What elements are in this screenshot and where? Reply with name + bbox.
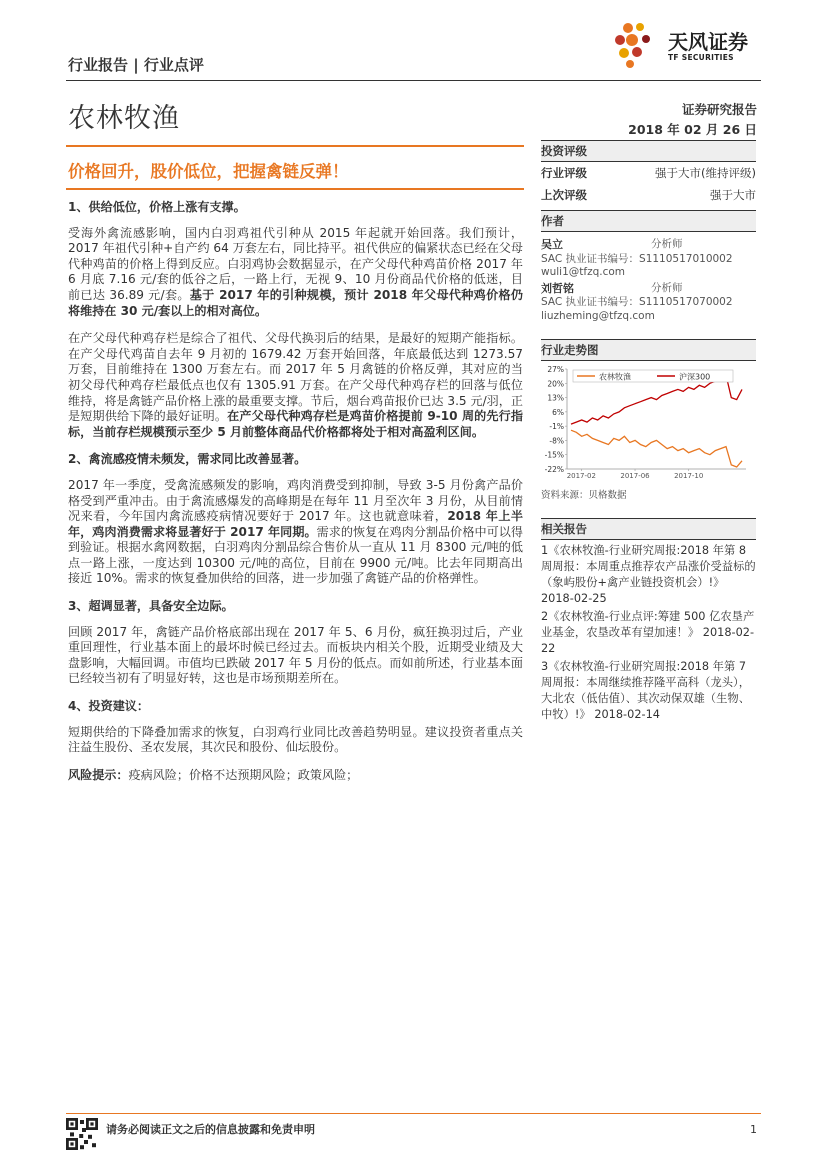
- x-tick-label: 2017-02: [566, 472, 596, 480]
- legend-label: 沪深300: [679, 372, 711, 382]
- divider: [541, 539, 756, 540]
- highlight: 基于 2017 年的引种规模，预计 2018 年父母代种鸡价格仍将维持在 30 元/套以上的相对高位。: [68, 287, 523, 318]
- divider: [541, 360, 756, 361]
- section-2-paragraph-1: [68, 478, 523, 587]
- prev-rating-value: 强于大市: [710, 188, 756, 202]
- y-tick-label: 27%: [547, 365, 564, 374]
- y-tick-label: 6%: [552, 407, 564, 417]
- y-tick-label: -8%: [549, 436, 564, 446]
- y-tick-label: 13%: [547, 393, 564, 403]
- related-text[interactable]: 2《农林牧渔-行业点评:筹建 500 亿农垦产业基金，农垦改革有望加速！》: [541, 610, 755, 639]
- analyst-email[interactable]: liuzheming@tfzq.com: [541, 309, 655, 322]
- trend-panel: [541, 339, 756, 501]
- qr-code-icon: [66, 1118, 98, 1150]
- section-1-title: 1、供给低位，价格上涨有支撑。: [68, 200, 246, 214]
- analyst-name: 刘哲铭: [541, 281, 574, 295]
- y-tick-label: -1%: [549, 422, 564, 432]
- logo-mark-icon: [610, 18, 666, 74]
- y-tick-label: -22%: [544, 465, 564, 474]
- analyst-role: 分析师: [651, 281, 683, 294]
- risk-label: 风险提示：: [68, 767, 129, 782]
- report-type: 证券研究报告: [681, 102, 757, 117]
- risk-warning: [68, 768, 523, 784]
- page-number: 1: [750, 1123, 757, 1136]
- trend-chart: [541, 363, 756, 485]
- text: 受海外禽流感影响，国内白羽鸡祖代引种从 2015 年起就开始回落。我们预计，2017 年祖代引种+自产约 64 万套左右，同比持平。祖代供应的偏紧状态已经在父母代种鸡苗的价格上得到反应。白羽鸡协会数据显示，在产父母代种鸡苗价格 2017 年 6 月底 7.16 元/套的低谷之后，一路上行，无视 9、10 月份商品代价格的低迷，目前已达 36.89 元/套。: [68, 225, 523, 302]
- related-panel: [541, 518, 756, 725]
- x-tick-label: 2017-10: [674, 472, 704, 480]
- series-line-sector: [571, 430, 742, 467]
- highlight: 在产父母代种鸡存栏是鸡苗价格提前 9-10 周的先行指标，当前存栏规模预示至少 5 月前整体商品代价格都将处于相对高盈利区间。: [68, 409, 523, 439]
- series-line-hs300: [571, 375, 742, 424]
- legend-label: 农林牧渔: [599, 372, 631, 382]
- headline: 价格回升，股价低位，把握禽链反弹！: [68, 162, 349, 181]
- analyst-sac: SAC 执业证书编号：S1110517010002: [541, 252, 733, 265]
- text: 2017 年一季度，受禽流感频发的影响，鸡肉消费受到抑制，导致 3-5 月份禽产品价格受到严重冲击。由于禽流感爆发的高峰期是在每年 11 月至次年 3 月份，从目前情况来看，今年国内禽流感疫病情况要好于 2017 年。这也就意味着，: [68, 477, 523, 524]
- sector-title: 农林牧渔: [68, 103, 180, 134]
- analyst-name: 吴立: [541, 238, 563, 251]
- industry-rating-label: 行业评级: [541, 166, 587, 180]
- headline-rule-bottom: [66, 188, 524, 190]
- related-report-2[interactable]: [541, 609, 756, 657]
- section-4-title: 4、投资建议：: [68, 699, 149, 714]
- section-2-title: 2、禽流感疫情未频发，需求同比改善显著。: [68, 452, 307, 467]
- industry-rating-value: 强于大市(维持评级): [655, 166, 756, 180]
- related-text[interactable]: 3《农林牧渔-行业研究周报:2018 年第 7 周周报：本周继续推荐隆平高科（龙头），大北农（低估值）、其次动保双雄（生物、中牧）!》: [541, 660, 750, 721]
- section-3-paragraph-1: 回顾 2017 年，禽链产品价格底部出现在 2017 年 5、6 月份，疯狂换羽过后，产业重回理性，行业基本面上的最坏时候已经过去。而板块内相关个股，近期受业绩及大盘影响，大幅回调。市值均已跌破 2017 年 5 月份的低点。而如前所述，行业基本面已经较当初有了明显好转，这也是市场预期差所在。: [68, 624, 523, 686]
- analyst-email[interactable]: wuli1@tfzq.com: [541, 266, 626, 278]
- prev-rating-row: [541, 184, 756, 206]
- y-tick-label: 20%: [547, 379, 564, 389]
- related-report-3[interactable]: [541, 659, 756, 723]
- section-1-paragraph-1: [68, 226, 523, 320]
- prev-rating-label: 上次评级: [541, 188, 587, 202]
- related-date: 2018-02-14: [594, 708, 660, 721]
- breadcrumb: 行业报告 | 行业点评: [68, 56, 204, 74]
- analyst-role: 分析师: [651, 238, 683, 250]
- rating-panel: [541, 140, 756, 206]
- headline-rule-top: [66, 145, 524, 147]
- footer-divider: [66, 1113, 761, 1114]
- chart-source: 资料来源：贝格数据: [541, 490, 627, 501]
- report-date: 2018 年 02 月 26 日: [628, 122, 757, 137]
- section-3-title: 3、超调显著，具备安全边际。: [68, 599, 234, 614]
- company-name: 天风证券: [668, 30, 748, 54]
- analyst-sac: SAC 执业证书编号：S1110517070002: [541, 296, 733, 308]
- rating-title: 投资评级: [541, 141, 756, 161]
- related-report-1[interactable]: [541, 543, 756, 607]
- author-panel: [541, 210, 756, 323]
- company-name-en: TF SECURITIES: [668, 53, 734, 62]
- main-body: [68, 200, 523, 795]
- related-text[interactable]: 1《农林牧渔-行业研究周报:2018 年第 8 周周报：本周重点推荐农产品涨价受益标的（象屿股份+禽产业链投资机会）!》: [541, 544, 756, 589]
- y-tick-label: -15%: [544, 450, 564, 460]
- author-title: 作者: [541, 211, 756, 231]
- header-divider: [66, 80, 761, 81]
- analyst-1: [541, 238, 756, 280]
- related-date: 2018-02-25: [541, 592, 607, 605]
- text: 在产父母代种鸡存栏是综合了祖代、父母代换羽后的结果，是最好的短期产能指标。在产父母代鸡苗自去年 9 月初的 1679.42 万套开始回落，年底最低达到 1273.57 万套，目前维持在 1300 万套左右。而 2017 年 5 月禽链的价格反弹，其对应的当初父母代种鸡存栏最低点也仅有 1305.91 万套。在产父母代种鸡存栏的回落与低位维持，将是禽链产品价格上涨的最重要支撑。节后，烟台鸡苗报价已达 3.5 元/羽，正是短期供给下降的最好证明。: [68, 331, 523, 424]
- section-4-paragraph-1: 短期供给的下降叠加需求的恢复，白羽鸡行业同比改善趋势明显。建议投资者重点关注益生股份、圣农发展，其次民和股份、仙坛股份。: [68, 724, 523, 755]
- related-date: 2018-02-22: [541, 626, 755, 655]
- highlight: 2018 年上半年，鸡肉消费需求将显著好于 2017 年同期。: [68, 509, 523, 539]
- related-title: 相关报告: [541, 519, 756, 539]
- x-tick-label: 2017-06: [620, 472, 650, 480]
- industry-rating-row: [541, 162, 756, 184]
- risk-text: 疫病风险；价格不达预期风险；政策风险；: [128, 767, 359, 782]
- trend-title: 行业走势图: [541, 340, 756, 360]
- text: 需求的恢复在鸡肉分割品价格中可以得到验证。根据水禽网数据，白羽鸡肉分割品综合售价从一直从 11 月 8300 元/吨的低点一路上涨，一度达到 10300 元/吨的高位，目前在 9900 元/吨。比去年同期高出接近 10%。需求的恢复叠加供给的回落，进一步加强了禽链产品的价格弹性。: [68, 524, 523, 586]
- divider: [541, 231, 756, 232]
- section-1-paragraph-2: [68, 331, 523, 440]
- analyst-2: [541, 282, 756, 324]
- footer-disclaimer[interactable]: 请务必阅读正文之后的信息披露和免责申明: [106, 1123, 315, 1136]
